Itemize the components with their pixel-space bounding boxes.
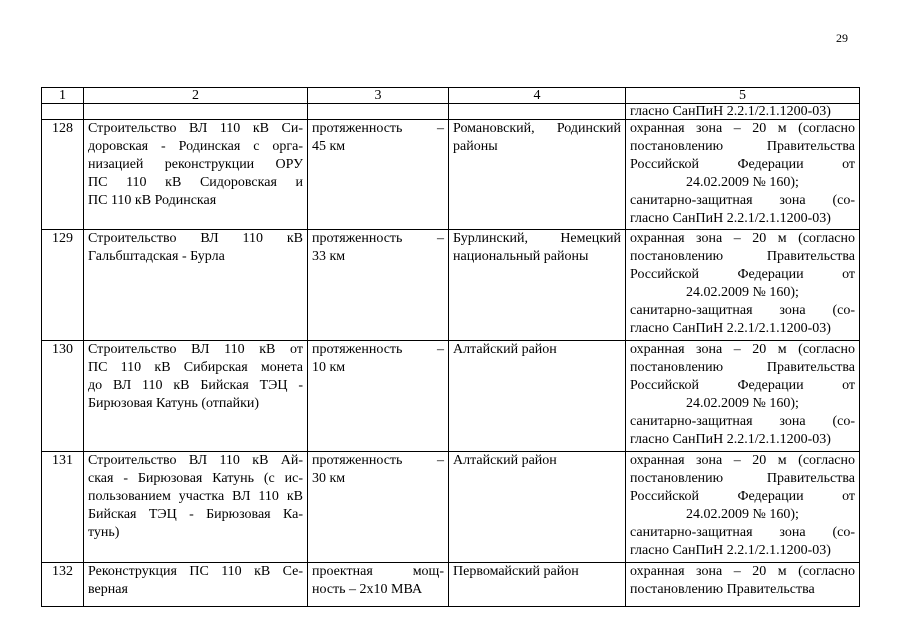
text-line: проектная мощ- — [312, 564, 444, 579]
text-line: 24.02.2009 № 160); — [686, 396, 799, 411]
cell-num: 129 — [42, 230, 84, 341]
column-header: 2 — [84, 88, 308, 104]
text-line: протяженность – — [312, 121, 444, 136]
cell-num: 128 — [42, 120, 84, 230]
text-line: Российской Федерации от — [630, 378, 855, 393]
text-line: 33 км — [312, 249, 346, 264]
cell-zones — [626, 563, 860, 607]
cell-zones — [626, 230, 860, 341]
column-header: 1 — [42, 88, 84, 104]
text-line: 24.02.2009 № 160); — [686, 175, 799, 190]
cell-num: 131 — [42, 452, 84, 563]
cell-zones — [626, 341, 860, 452]
text-line: охранная зона – 20 м (согласно — [630, 121, 855, 136]
cell-name — [84, 104, 308, 120]
text-line: Строительство ВЛ 110 кВ Ай- — [88, 453, 303, 468]
text-line: 24.02.2009 № 160); — [686, 507, 799, 522]
text-line: протяженность – — [312, 231, 444, 246]
cell-zones — [626, 452, 860, 563]
continued-row — [42, 104, 860, 120]
cell-param — [308, 563, 449, 607]
text-line: 24.02.2009 № 160); — [686, 285, 799, 300]
text-line: Алтайский район — [453, 342, 557, 357]
text-line: ПС 110 кВ Сибирская монета — [88, 360, 303, 375]
cell-param — [308, 452, 449, 563]
cell-location — [449, 104, 626, 120]
cell-zones — [626, 120, 860, 230]
text-line: гласно СанПиН 2.2.1/2.1.1200-03) — [630, 211, 831, 226]
text-line: низацией реконструкции ОРУ — [88, 157, 303, 172]
text-line: доровская - Родинская с орга- — [88, 139, 303, 154]
text-line: Строительство ВЛ 110 кВ Си- — [88, 121, 303, 136]
text-line: постановлению Правительства — [630, 139, 855, 154]
cell-name — [84, 120, 308, 230]
column-header: 5 — [626, 88, 860, 104]
column-header: 3 — [308, 88, 449, 104]
text-line: 30 км — [312, 471, 346, 486]
text-line: санитарно-защитная зона (со- — [630, 303, 855, 318]
text-line: гласно СанПиН 2.2.1/2.1.1200-03) — [630, 432, 831, 447]
text-line: Бирюзовая Катунь (отпайки) — [88, 396, 260, 411]
text-line: гласно СанПиН 2.2.1/2.1.1200-03) — [630, 321, 831, 336]
table-row — [42, 230, 860, 341]
text-line: районы — [453, 139, 498, 154]
text-line: протяженность – — [312, 342, 444, 357]
text-line: гласно СанПиН 2.2.1/2.1.1200-03) — [630, 543, 831, 558]
text-line: 10 км — [312, 360, 346, 375]
cell-location — [449, 230, 626, 341]
cell-location — [449, 341, 626, 452]
table-row — [42, 341, 860, 452]
text-line: охранная зона – 20 м (согласно — [630, 231, 855, 246]
table-row — [42, 452, 860, 563]
table-row — [42, 563, 860, 607]
text-line: национальный районы — [453, 249, 589, 264]
text-line: верная — [88, 582, 128, 597]
text-line: санитарно-защитная зона (со- — [630, 193, 855, 208]
cell-name — [84, 341, 308, 452]
text-line: пользованием участка ВЛ 110 кВ — [88, 489, 303, 504]
text-line: Российской Федерации от — [630, 157, 855, 172]
table-row — [42, 120, 860, 230]
text-line: охранная зона – 20 м (согласно — [630, 342, 855, 357]
text-line: Реконструкция ПС 110 кВ Се- — [88, 564, 303, 579]
text-line: санитарно-защитная зона (со- — [630, 414, 855, 429]
text-line: Гальбштадская - Бурла — [88, 249, 225, 264]
text-line: постановлению Правительства — [630, 360, 855, 375]
text-line: постановлению Правительства — [630, 471, 855, 486]
cell-num: 130 — [42, 341, 84, 452]
text-line: тунь) — [88, 525, 120, 540]
text-line: Первомайский район — [453, 564, 579, 579]
text-line: постановлению Правительства — [630, 249, 855, 264]
text-line: Российской Федерации от — [630, 489, 855, 504]
text-line: Бийская ТЭЦ - Бирюзовая Ка- — [88, 507, 303, 522]
text-line: Бурлинский, Немецкий — [453, 231, 621, 246]
text-line: ность – 2х10 МВА — [312, 582, 423, 597]
cell-zones: гласно СанПиН 2.2.1/2.1.1200-03) — [626, 104, 860, 120]
cell-param — [308, 104, 449, 120]
text-line: 45 км — [312, 139, 346, 154]
text-line: охранная зона – 20 м (согласно — [630, 453, 855, 468]
text-line: Строительство ВЛ 110 кВ от — [88, 342, 303, 357]
text-line: Алтайский район — [453, 453, 557, 468]
page-number: 29 — [836, 31, 848, 45]
text-line: ПС 110 кВ Родинская — [88, 193, 217, 208]
cell-location — [449, 120, 626, 230]
cell-location — [449, 452, 626, 563]
text-line: ская - Бирюзовая Катунь (с ис- — [88, 471, 303, 486]
text-line: постановлению Правительства — [630, 582, 815, 597]
cell-param — [308, 120, 449, 230]
cell-param — [308, 341, 449, 452]
column-header: 4 — [449, 88, 626, 104]
cell-location — [449, 563, 626, 607]
objects-table — [41, 87, 860, 607]
cell-name — [84, 563, 308, 607]
text-line: санитарно-защитная зона (со- — [630, 525, 855, 540]
cell-param — [308, 230, 449, 341]
text-line: ПС 110 кВ Сидоровская и — [88, 175, 303, 190]
text-line: Строительство ВЛ 110 кВ — [88, 231, 303, 246]
text-line: до ВЛ 110 кВ Бийская ТЭЦ - — [88, 378, 303, 393]
text-line: протяженность – — [312, 453, 444, 468]
cell-name — [84, 452, 308, 563]
cell-num — [42, 104, 84, 120]
cell-name — [84, 230, 308, 341]
text-line: Романовский, Родинский — [453, 121, 621, 136]
cell-num: 132 — [42, 563, 84, 607]
text-line: Российской Федерации от — [630, 267, 855, 282]
text-line: охранная зона – 20 м (согласно — [630, 564, 855, 579]
table-header-row — [42, 88, 860, 104]
